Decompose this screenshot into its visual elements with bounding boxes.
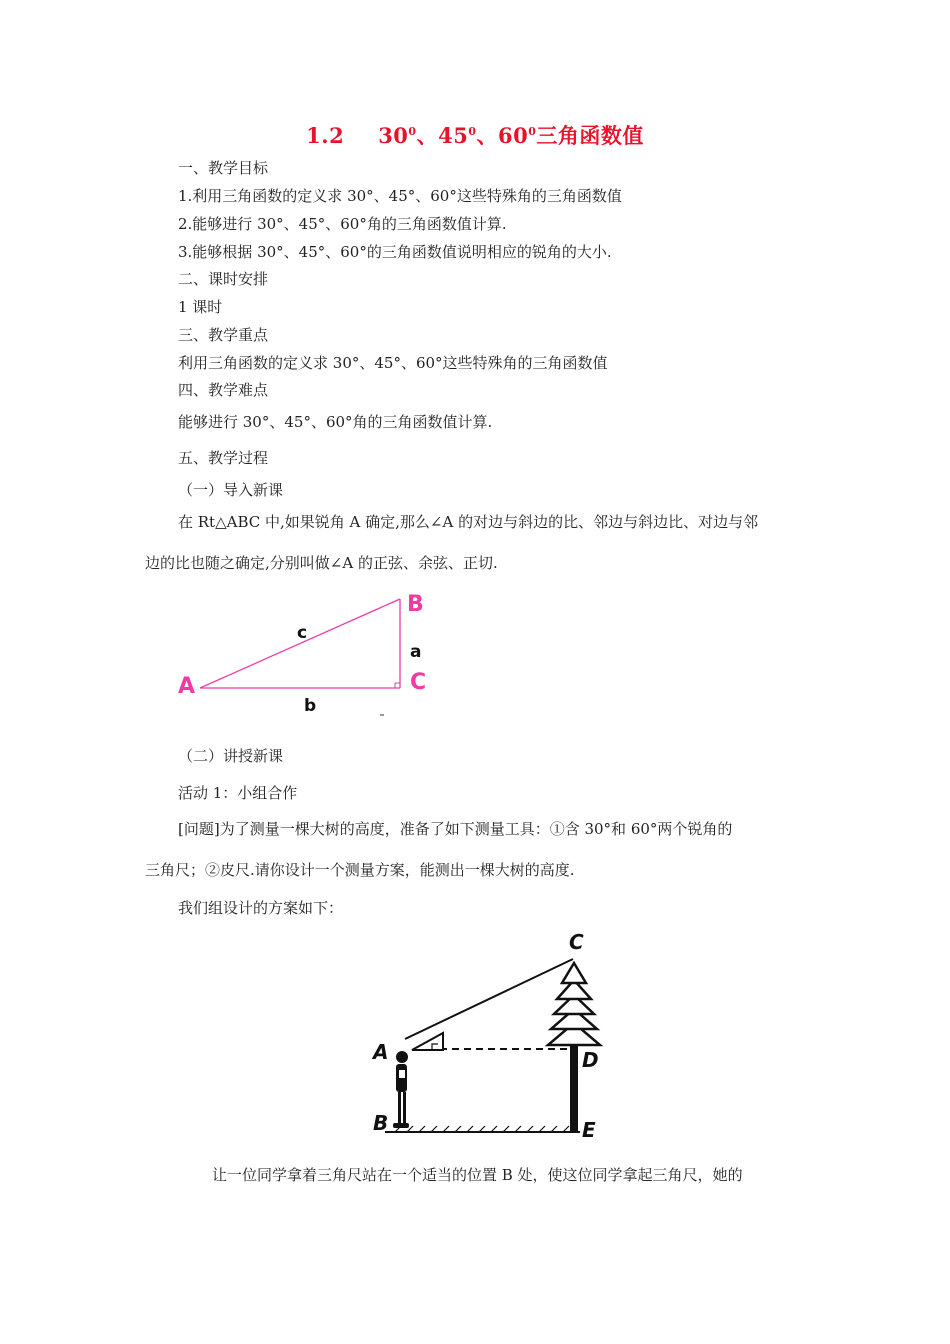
right-angle-mark [395,683,400,688]
title-deg-30: 30 [378,123,409,148]
person-figure [393,1051,409,1128]
side-b-label: b [304,696,317,716]
title-sup-3: 0 [528,125,537,138]
goal-item-2: 2.能够进行 30°、45°、60°角的三角函数值计算. [178,215,507,233]
title-number: 1.2 [306,123,345,148]
triangle-lines [200,599,400,688]
vertex-c-label: C [410,670,427,695]
schedule-value: 1 课时 [178,298,223,316]
difficulty-heading: 四、教学难点 [178,381,269,399]
intro-paragraph-line-2: 边的比也随之确定,分别叫做∠A 的正弦、余弦、正切. [145,554,498,572]
intro-paragraph-line-1: 在 Rt△ABC 中,如果锐角 A 确定,那么∠A 的对边与斜边的比、邻边与斜边比、对边与邻 [178,513,759,531]
tree-trunk [570,1045,578,1132]
final-paragraph-line: 让一位同学拿着三角尺站在一个适当的位置 B 处，使这位同学拿起三角尺，她的 [212,1166,743,1184]
goal-heading: 一、教学目标 [178,159,269,177]
title-sup-2: 0 [468,125,477,138]
intro-heading: （一）导入新课 [178,481,284,499]
title-deg-45: 45 [438,123,469,148]
side-c-label: c [297,623,308,643]
point-e-label: E [582,1118,596,1142]
tree-measurement-figure [365,925,615,1145]
key-value: 利用三角函数的定义求 30°、45°、60°这些特殊角的三角函数值 [178,354,608,372]
activity-label: 活动 1：小组合作 [178,784,298,802]
set-square [412,1033,443,1050]
side-a-label: a [410,642,422,662]
vertex-a-label: A [178,674,196,699]
point-d-label: D [582,1048,599,1072]
problem-line-1: [问题]为了测量一棵大树的高度，准备了如下测量工具：①含 30°和 60°两个锐角的 [178,820,733,838]
right-triangle-figure [170,585,440,720]
person-shirt-mark [399,1070,405,1078]
title-suffix: 三角函数值 [536,123,644,148]
difficulty-value: 能够进行 30°、45°、60°角的三角函数值计算. [178,413,493,431]
point-b-label: B [373,1111,389,1135]
point-c-label: C [569,930,584,954]
plan-intro: 我们组设计的方案如下： [178,899,344,917]
vertex-b-label: B [407,592,424,617]
page-title [0,120,950,150]
lesson-heading: （二）讲授新课 [178,747,284,765]
key-heading: 三、教学重点 [178,326,269,344]
tree-crown [548,963,600,1045]
sight-line [405,959,573,1039]
title-sep-1: 、 [416,123,439,148]
process-heading: 五、教学过程 [178,449,269,467]
point-a-label: A [373,1040,389,1064]
title-deg-60: 60 [497,123,529,148]
goal-item-1: 1.利用三角函数的定义求 30°、45°、60°这些特殊角的三角函数值 [178,187,622,205]
side-c-line [200,599,400,688]
title-sup-1: 0 [408,125,417,138]
goal-item-3: 3.能够根据 30°、45°、60°的三角函数值说明相应的锐角的大小. [178,243,612,261]
problem-line-2: 三角尺；②皮尺.请你设计一个测量方案，能测出一棵大树的高度. [145,861,575,879]
title-sep-2: 、 [476,123,498,148]
schedule-heading: 二、课时安排 [178,270,269,288]
